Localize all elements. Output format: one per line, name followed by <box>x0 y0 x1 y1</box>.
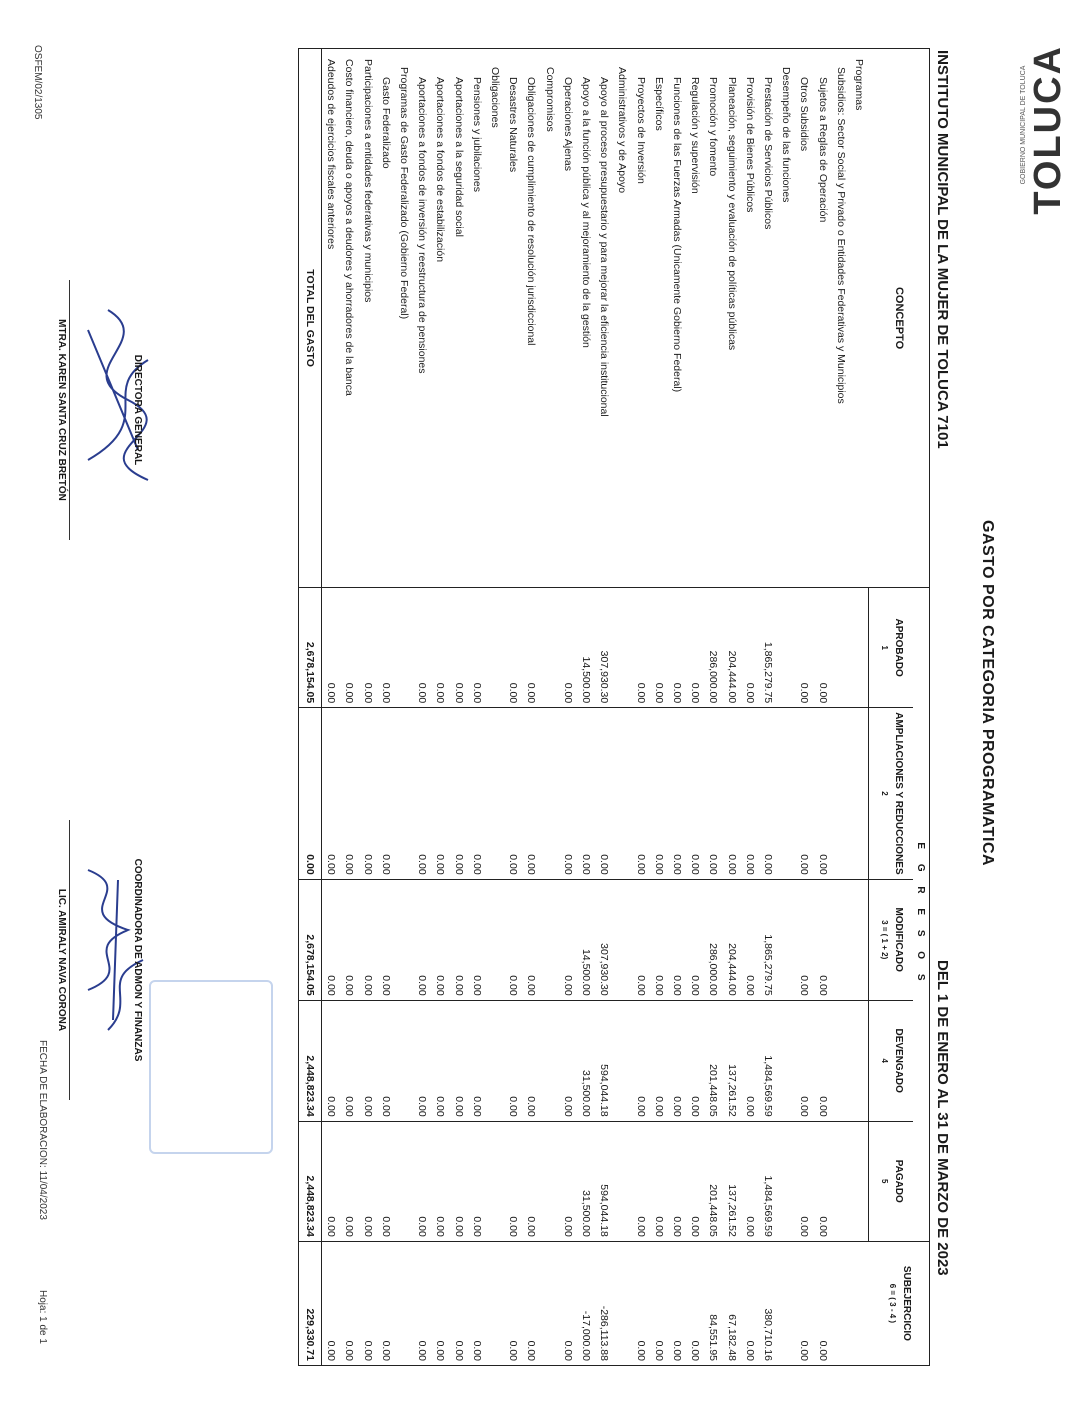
value-cell: 0.00 <box>321 1241 340 1365</box>
value-cell: 0.00 <box>449 1241 467 1365</box>
logo-tagline: GOBIERNO MUNICIPAL DE TOLUCA <box>1020 65 1027 185</box>
value-cell: 0.00 <box>668 708 686 879</box>
value-cell: 0.00 <box>722 708 740 879</box>
value-cell: 0.00 <box>813 708 831 879</box>
value-cell: 0.00 <box>468 708 486 879</box>
value-cell: 0.00 <box>741 708 759 879</box>
value-cell: 0.00 <box>813 1000 831 1121</box>
value-cell: 0.00 <box>631 588 649 708</box>
table-row <box>358 49 376 1366</box>
institution-title: INSTITUTO MUNICIPAL DE LA MUJER DE TOLUCA 7101 <box>934 50 951 449</box>
value-cell: 0.00 <box>686 588 704 708</box>
value-cell: 137,261.52 <box>722 1121 740 1241</box>
value-cell: 0.00 <box>813 1241 831 1365</box>
value-cell: 0.00 <box>504 708 522 879</box>
value-cell: 1,484,569.59 <box>759 1000 777 1121</box>
value-cell: 0.00 <box>449 1000 467 1121</box>
value-cell: 0.00 <box>795 1241 813 1365</box>
table-row <box>722 49 740 1366</box>
table-row <box>340 49 358 1366</box>
value-cell <box>540 1121 558 1241</box>
value-cell: 0.00 <box>504 879 522 1000</box>
value-cell: 0.00 <box>795 588 813 708</box>
spending-table <box>298 48 930 1366</box>
value-cell: 31,500.00 <box>577 1000 595 1121</box>
total-value: 2,448,823.34 <box>298 1121 321 1241</box>
concept-cell: Desastres Naturales <box>504 49 522 588</box>
table-row <box>377 49 395 1366</box>
value-cell <box>486 879 504 1000</box>
concept-header: CONCEPTO <box>869 49 930 588</box>
signature-left-line <box>69 280 70 540</box>
value-cell: 0.00 <box>813 588 831 708</box>
value-cell <box>777 708 795 879</box>
value-cell: 0.00 <box>559 1121 577 1241</box>
concept-cell: Provisión de Bienes Públicos <box>741 49 759 588</box>
concept-cell: Otros Subsidios <box>795 49 813 588</box>
value-cell <box>832 708 850 879</box>
value-cell: 0.00 <box>631 708 649 879</box>
value-cell: 0.00 <box>522 879 540 1000</box>
table-row <box>504 49 522 1366</box>
value-cell: 0.00 <box>704 708 722 879</box>
table-row <box>468 49 486 1366</box>
value-cell: 0.00 <box>468 1000 486 1121</box>
value-cell: 0.00 <box>431 879 449 1000</box>
value-cell: 0.00 <box>358 879 376 1000</box>
value-cell: 0.00 <box>595 708 613 879</box>
value-cell <box>613 588 631 708</box>
value-cell: 0.00 <box>559 708 577 879</box>
value-cell: 0.00 <box>377 708 395 879</box>
value-cell: 0.00 <box>358 1121 376 1241</box>
value-cell <box>395 708 413 879</box>
value-cell: 0.00 <box>377 1241 395 1365</box>
table-row <box>595 49 613 1366</box>
value-cell: 0.00 <box>377 1121 395 1241</box>
value-cell: 14,500.00 <box>577 588 595 708</box>
concept-cell: Aportaciones a la seguridad social <box>449 49 467 588</box>
value-cell: 0.00 <box>413 588 431 708</box>
value-cell <box>777 1000 795 1121</box>
value-cell <box>486 1121 504 1241</box>
table-row <box>832 49 850 1366</box>
value-cell: 0.00 <box>377 879 395 1000</box>
value-cell <box>832 1121 850 1241</box>
value-cell: 0.00 <box>431 708 449 879</box>
logo-text: TOLUCA <box>1027 45 1069 215</box>
concept-cell: Apoyo a la función pública y al mejoramiento de la gestión <box>577 49 595 588</box>
value-cell <box>777 879 795 1000</box>
value-cell <box>832 1000 850 1121</box>
value-cell: 0.00 <box>358 1241 376 1365</box>
value-cell <box>486 1241 504 1365</box>
value-cell: 286,000.00 <box>704 588 722 708</box>
table-row <box>449 49 467 1366</box>
value-cell <box>613 1000 631 1121</box>
value-cell: 594,044.18 <box>595 1121 613 1241</box>
value-cell: 286,000.00 <box>704 879 722 1000</box>
total-value: 2,448,823.34 <box>298 1000 321 1121</box>
aprobado-header: APROBADO 1 <box>869 588 914 708</box>
value-cell <box>613 879 631 1000</box>
concept-cell: Funciones de las Fuerzas Armadas (Unicamente Gobierno Federal) <box>668 49 686 588</box>
value-cell: 0.00 <box>449 588 467 708</box>
table-row <box>321 49 340 1366</box>
table-row <box>759 49 777 1366</box>
value-cell: 0.00 <box>358 1000 376 1121</box>
value-cell: 0.00 <box>650 588 668 708</box>
value-cell: 0.00 <box>741 588 759 708</box>
value-cell: 0.00 <box>522 1121 540 1241</box>
value-cell: 1,865,279.75 <box>759 879 777 1000</box>
signature-left <box>56 280 143 540</box>
value-cell: 0.00 <box>377 588 395 708</box>
value-cell: 0.00 <box>686 1000 704 1121</box>
value-cell <box>395 879 413 1000</box>
value-cell <box>486 1000 504 1121</box>
value-cell: 0.00 <box>631 1241 649 1365</box>
value-cell <box>540 1000 558 1121</box>
table-row <box>613 49 631 1366</box>
devengado-header: DEVENGADO 4 <box>869 1000 914 1121</box>
value-cell: 0.00 <box>650 1241 668 1365</box>
concept-cell: Aportaciones a fondos de inversión y reestructura de pensiones <box>413 49 431 588</box>
subejercicio-header: SUBEJERCICIO 6 = ( 3 - 4 ) <box>869 1241 930 1365</box>
value-cell: -286,113.88 <box>595 1241 613 1365</box>
value-cell: 0.00 <box>340 708 358 879</box>
concept-cell: Pensiones y jubilaciones <box>468 49 486 588</box>
value-cell: 0.00 <box>449 1121 467 1241</box>
value-cell: 137,261.52 <box>722 1000 740 1121</box>
value-cell: 594,044.18 <box>595 1000 613 1121</box>
table-row <box>577 49 595 1366</box>
concept-cell: Regulación y supervisión <box>686 49 704 588</box>
value-cell: 0.00 <box>413 879 431 1000</box>
value-cell: 0.00 <box>413 1241 431 1365</box>
value-cell: 0.00 <box>504 588 522 708</box>
table-row <box>540 49 558 1366</box>
value-cell <box>540 1241 558 1365</box>
value-cell: 0.00 <box>668 588 686 708</box>
value-cell: 0.00 <box>340 1121 358 1241</box>
footer-page: Hoja: 1 de 1 <box>37 1290 48 1344</box>
total-value: 2,678,154.05 <box>298 588 321 708</box>
value-cell: 0.00 <box>413 708 431 879</box>
value-cell: 0.00 <box>686 1121 704 1241</box>
ampliaciones-header: AMPLIACIONES Y REDUCCIONES 2 <box>869 708 914 879</box>
value-cell: 31,500.00 <box>577 1121 595 1241</box>
concept-cell: Prestación de Servicios Públicos <box>759 49 777 588</box>
value-cell <box>540 588 558 708</box>
modificado-header: MODIFICADO 3 = ( 1 + 2) <box>869 879 914 1000</box>
value-cell <box>832 588 850 708</box>
total-value: 229,330.71 <box>298 1241 321 1365</box>
toluca-logo <box>1020 45 1070 215</box>
value-cell: 0.00 <box>321 588 340 708</box>
value-cell <box>613 1241 631 1365</box>
value-cell: 0.00 <box>431 1000 449 1121</box>
value-cell: 0.00 <box>559 879 577 1000</box>
value-cell: 0.00 <box>650 708 668 879</box>
value-cell: 0.00 <box>795 879 813 1000</box>
value-cell <box>395 1241 413 1365</box>
value-cell <box>850 879 869 1000</box>
value-cell: 0.00 <box>522 1000 540 1121</box>
value-cell <box>777 588 795 708</box>
table-row <box>795 49 813 1366</box>
table-row <box>777 49 795 1366</box>
value-cell <box>850 1121 869 1241</box>
value-cell <box>850 588 869 708</box>
table-row <box>395 49 413 1366</box>
total-value: 2,678,154.05 <box>298 879 321 1000</box>
value-cell: 0.00 <box>522 708 540 879</box>
value-cell: 0.00 <box>431 1241 449 1365</box>
value-cell <box>540 708 558 879</box>
value-cell: 1,484,569.59 <box>759 1121 777 1241</box>
value-cell <box>832 879 850 1000</box>
signature-right-name: LIC. AMIRALY NAVA CORONA <box>56 888 67 1032</box>
total-value: 0.00 <box>298 708 321 879</box>
value-cell: 0.00 <box>686 1241 704 1365</box>
value-cell: 0.00 <box>741 879 759 1000</box>
concept-cell: Obligaciones <box>486 49 504 588</box>
value-cell: 380,710.16 <box>759 1241 777 1365</box>
concept-cell: Específicos <box>650 49 668 588</box>
value-cell: 0.00 <box>504 1241 522 1365</box>
table-row <box>741 49 759 1366</box>
egresos-header: E G R E S O S <box>913 588 930 1242</box>
value-cell: 0.00 <box>577 708 595 879</box>
value-cell: 0.00 <box>413 1000 431 1121</box>
concept-cell: Planeación, seguimiento y evaluación de políticas públicas <box>722 49 740 588</box>
value-cell: 0.00 <box>631 1121 649 1241</box>
value-cell: 0.00 <box>686 708 704 879</box>
value-cell: 0.00 <box>650 1000 668 1121</box>
value-cell: 0.00 <box>813 1121 831 1241</box>
value-cell: 0.00 <box>377 1000 395 1121</box>
value-cell: 0.00 <box>340 1241 358 1365</box>
value-cell: 0.00 <box>522 588 540 708</box>
value-cell: 0.00 <box>668 1121 686 1241</box>
signature-right <box>56 820 143 1100</box>
value-cell <box>486 708 504 879</box>
value-cell: 0.00 <box>741 1121 759 1241</box>
concept-cell: Aportaciones a fondos de estabilización <box>431 49 449 588</box>
value-cell: 0.00 <box>631 879 649 1000</box>
value-cell: 0.00 <box>686 879 704 1000</box>
value-cell: 0.00 <box>340 1000 358 1121</box>
footer-code: OSFEM/02/1305 <box>32 45 43 120</box>
value-cell: 0.00 <box>668 879 686 1000</box>
value-cell: 0.00 <box>668 1000 686 1121</box>
concept-cell: Gasto Federalizado <box>377 49 395 588</box>
total-row <box>298 49 321 1366</box>
concept-cell: Desempeño de las funciones <box>777 49 795 588</box>
value-cell: 0.00 <box>321 708 340 879</box>
value-cell: 0.00 <box>741 1241 759 1365</box>
concept-cell: Sujetos a Reglas de Operación <box>813 49 831 588</box>
concept-cell: Operaciones Ajenas <box>559 49 577 588</box>
value-cell: 0.00 <box>741 1000 759 1121</box>
concept-cell: Promoción y fomento <box>704 49 722 588</box>
value-cell: 0.00 <box>504 1000 522 1121</box>
concept-cell: Apoyo al proceso presupuestario y para mejorar la eficiencia institucional <box>595 49 613 588</box>
signature-left-name: MTRA. KAREN SANTA CRUZ BRETÓN <box>56 319 67 501</box>
value-cell <box>540 879 558 1000</box>
value-cell <box>777 1241 795 1365</box>
value-cell: 0.00 <box>559 1241 577 1365</box>
value-cell: -17,000.00 <box>577 1241 595 1365</box>
table-row <box>650 49 668 1366</box>
concept-cell: Administrativos y de Apoyo <box>613 49 631 588</box>
value-cell: 307,930.30 <box>595 879 613 1000</box>
value-cell: 14,500.00 <box>577 879 595 1000</box>
value-cell: 0.00 <box>650 1121 668 1241</box>
value-cell: 0.00 <box>449 708 467 879</box>
concept-cell: Obligaciones de cumplimiento de resolución jurisdiccional <box>522 49 540 588</box>
value-cell: 67,182.48 <box>722 1241 740 1365</box>
signature-right-title: COORDINADORA DE ADMON Y FINANZAS <box>132 858 143 1062</box>
table-row <box>813 49 831 1366</box>
value-cell: 0.00 <box>340 879 358 1000</box>
value-cell: 0.00 <box>413 1121 431 1241</box>
table-row <box>486 49 504 1366</box>
footer-date: FECHA DE ELABORACION: 11/04/2023 <box>37 1040 48 1220</box>
pagado-header: PAGADO 5 <box>869 1121 914 1241</box>
value-cell: 204,444.00 <box>722 588 740 708</box>
value-cell <box>850 1000 869 1121</box>
value-cell: 0.00 <box>650 879 668 1000</box>
signature-left-title: DIRECTORA GENERAL <box>132 354 143 466</box>
value-cell: 0.00 <box>321 879 340 1000</box>
value-cell <box>486 588 504 708</box>
value-cell: 0.00 <box>559 588 577 708</box>
value-cell: 0.00 <box>559 1000 577 1121</box>
value-cell: 0.00 <box>795 708 813 879</box>
value-cell: 0.00 <box>468 879 486 1000</box>
value-cell <box>832 1241 850 1365</box>
concept-cell: Participaciones a entidades federativas y municipios <box>358 49 376 588</box>
value-cell: 0.00 <box>468 1121 486 1241</box>
value-cell: 0.00 <box>358 588 376 708</box>
value-cell: 0.00 <box>431 588 449 708</box>
value-cell: 0.00 <box>468 588 486 708</box>
value-cell: 0.00 <box>795 1121 813 1241</box>
value-cell: 0.00 <box>795 1000 813 1121</box>
signature-right-line <box>69 820 70 1100</box>
value-cell: 0.00 <box>631 1000 649 1121</box>
value-cell: 201,448.05 <box>704 1000 722 1121</box>
concept-cell: Programas de Gasto Federalizado (Gobierno Federal) <box>395 49 413 588</box>
value-cell: 307,930.30 <box>595 588 613 708</box>
value-cell <box>850 1241 869 1365</box>
table-row <box>559 49 577 1366</box>
value-cell: 0.00 <box>468 1241 486 1365</box>
table-row <box>668 49 686 1366</box>
value-cell: 1,865,279.75 <box>759 588 777 708</box>
value-cell: 0.00 <box>431 1121 449 1241</box>
value-cell: 84,551.95 <box>704 1241 722 1365</box>
value-cell: 0.00 <box>504 1121 522 1241</box>
value-cell: 0.00 <box>321 1121 340 1241</box>
concept-cell: Subsidios: Sector Social y Privado o Entidades Federativas y Municipios <box>832 49 850 588</box>
value-cell: 0.00 <box>340 588 358 708</box>
concept-cell: Adeudos de ejercicios fiscales anteriores <box>321 49 340 588</box>
value-cell: 0.00 <box>358 708 376 879</box>
value-cell: 0.00 <box>522 1241 540 1365</box>
concept-cell: Costo financiero, deuda o apoyos a deudores y ahorradores de la banca <box>340 49 358 588</box>
value-cell <box>395 1000 413 1121</box>
table-row <box>413 49 431 1366</box>
table-row <box>631 49 649 1366</box>
concept-cell: Programas <box>850 49 869 588</box>
report-period: DEL 1 DE ENERO AL 31 DE MARZO DE 2023 <box>934 960 951 1276</box>
table-row <box>850 49 869 1366</box>
report-title: GASTO POR CATEGORIA PROGRAMATICA <box>979 520 996 867</box>
table-body <box>298 49 868 1366</box>
value-cell <box>395 588 413 708</box>
table-row <box>704 49 722 1366</box>
value-cell: 0.00 <box>759 708 777 879</box>
value-cell: 201,448.05 <box>704 1121 722 1241</box>
value-cell <box>395 1121 413 1241</box>
value-cell: 0.00 <box>668 1241 686 1365</box>
total-label: TOTAL DEL GASTO <box>298 49 321 588</box>
table-row <box>431 49 449 1366</box>
value-cell: 0.00 <box>449 879 467 1000</box>
value-cell <box>613 1121 631 1241</box>
value-cell <box>850 708 869 879</box>
value-cell <box>777 1121 795 1241</box>
value-cell <box>613 708 631 879</box>
table-row <box>686 49 704 1366</box>
value-cell: 0.00 <box>813 879 831 1000</box>
value-cell: 0.00 <box>321 1000 340 1121</box>
value-cell: 204,444.00 <box>722 879 740 1000</box>
table-row <box>522 49 540 1366</box>
concept-cell: Compromisos <box>540 49 558 588</box>
official-stamp <box>149 980 273 1154</box>
concept-cell: Proyectos de Inversión <box>631 49 649 588</box>
